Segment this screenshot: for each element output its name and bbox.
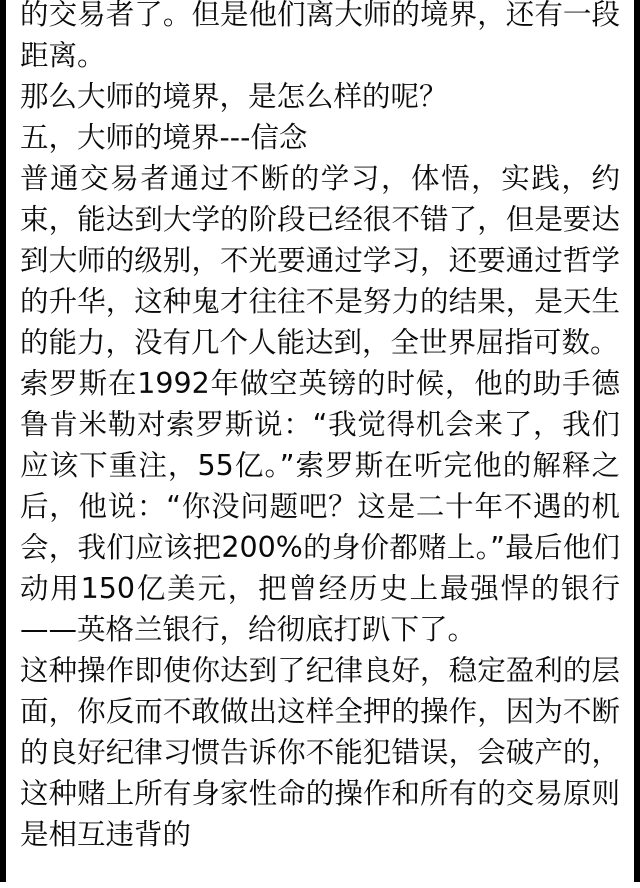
section-heading: 五，大师的境界---信念 [20, 121, 308, 154]
document-body [6, 0, 634, 855]
paragraph: 的交易者了。但是他们离大师的境界，还有一段距离。 [20, 0, 620, 72]
paragraph: 这种操作即使你达到了纪律良好，稳定盈利的层面，你反而不敢做出这样全押的操作，因为不断的良好纪律习惯告诉你不能犯错误，会破产的，这种赌上所有身家性命的操作和所有的交易原则是相互违背的 [20, 654, 620, 851]
paragraph: 那么大师的境界，是怎么样的呢？ [20, 80, 448, 113]
paragraph: 普通交易者通过不断的学习，体悟，实践，约束，能达到大学的阶段已经很不错了，但是要达到大师的级别，不光要通过学习，还要通过哲学的升华，这种鬼才往往不是努力的结果，是天生的能力，没有几个人能达到，全世界屈指可数。 [20, 162, 620, 359]
paragraph: 索罗斯在1992年做空英镑的时候，他的助手德鲁肯米勒对索罗斯说：“我觉得机会来了，我们应该下重注，55亿。”索罗斯在听完他的解释之后，他说：“你没问题吧？这是二十年不遇的机会，我们应该把200%的身价都赌上。”最后他们动用150亿美元，把曾经历史上最强悍的银行——英格兰银行，给彻底打趴下了。 [20, 367, 620, 646]
